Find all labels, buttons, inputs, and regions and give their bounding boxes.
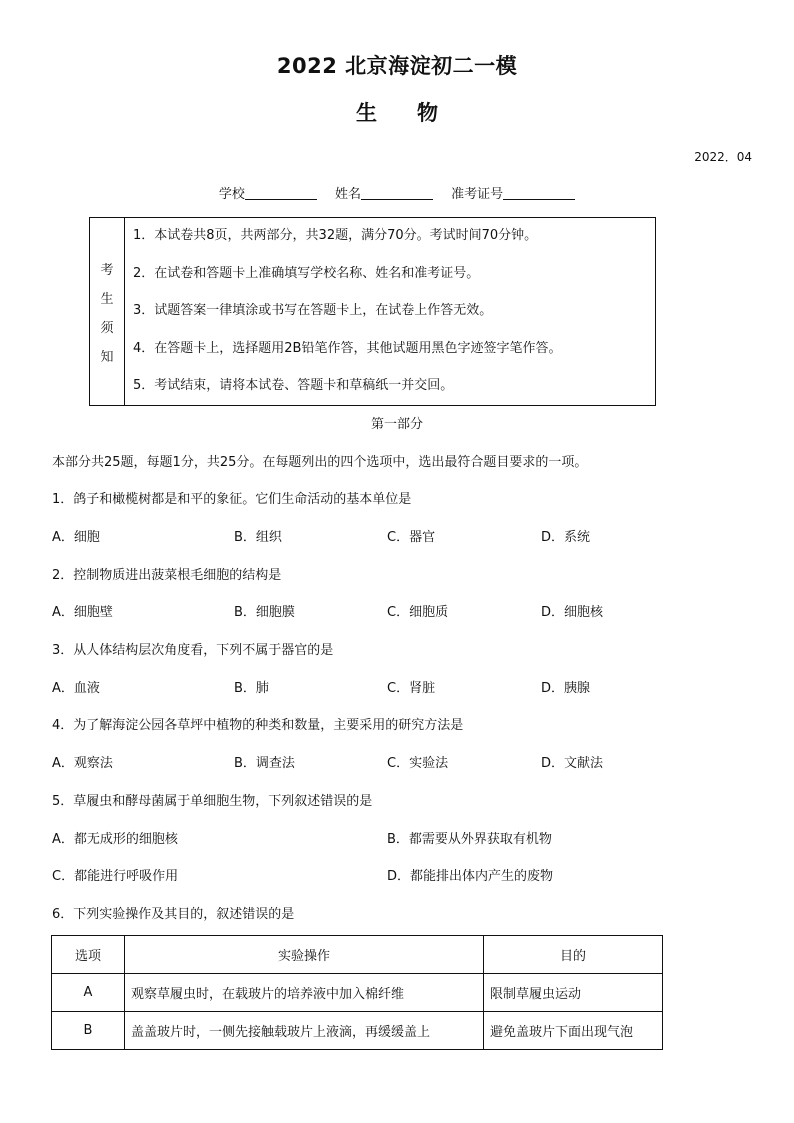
notice-item: 5．考试结束，请将本试卷、答题卡和草稿纸一并交回。 — [133, 378, 454, 393]
option: A．都无成形的细胞核 — [52, 832, 178, 847]
option: C．器官 — [387, 530, 436, 545]
table-header-row — [52, 936, 663, 974]
question-4: 4．为了解海淀公园各草坪中植物的种类和数量，主要采用的研究方法是 — [52, 718, 464, 733]
option: C．实验法 — [387, 756, 449, 771]
school-blank[interactable] — [245, 187, 317, 200]
notice-heading-char: 生 — [100, 291, 114, 307]
notice-items — [125, 218, 655, 405]
exam-id-label: 准考证号 — [451, 187, 504, 202]
notice-heading-char: 知 — [100, 349, 114, 365]
notice-heading-char: 考 — [100, 262, 114, 278]
table-cell: 观察草履虫时，在载玻片的培养液中加入棉纤维 — [125, 974, 484, 1012]
option: C．肾脏 — [387, 681, 436, 696]
experiment-table — [51, 935, 663, 1050]
option: D．细胞核 — [541, 605, 604, 620]
table-header-cell: 选项 — [52, 936, 125, 974]
subject-title: 生物 — [356, 101, 478, 125]
notice-item: 1．本试卷共8页，共两部分，共32题，满分70分。考试时间70分钟。 — [133, 228, 538, 243]
table-cell: 盖盖玻片时，一侧先接触载玻片上液滴，再缓缓盖上 — [125, 1012, 484, 1050]
table-header-cell: 实验操作 — [125, 936, 484, 974]
table-header-cell: 目的 — [484, 936, 663, 974]
name-blank[interactable] — [361, 187, 433, 200]
notice-heading-char: 须 — [100, 320, 114, 336]
option: D．文献法 — [541, 756, 604, 771]
notice-heading — [90, 218, 125, 405]
question-5: 5．草履虫和酵母菌属于单细胞生物，下列叙述错误的是 — [52, 794, 373, 809]
school-label: 学校 — [218, 187, 245, 202]
notice-item: 3．试题答案一律填涂或书写在答题卡上，在试卷上作答无效。 — [133, 303, 493, 318]
option: D．胰腺 — [541, 681, 591, 696]
notice-item: 2．在试卷和答题卡上准确填写学校名称、姓名和准考证号。 — [133, 265, 480, 281]
exam-notice-box — [89, 217, 656, 406]
question-6: 6．下列实验操作及其目的，叙述错误的是 — [52, 907, 295, 922]
table-row — [52, 1012, 663, 1050]
table-cell: A — [52, 974, 125, 1012]
table-row — [52, 974, 663, 1012]
option: D．都能排出体内产生的废物 — [387, 869, 554, 884]
part-title: 第一部分 — [370, 417, 423, 432]
table-cell: B — [52, 1012, 125, 1050]
exam-id-blank[interactable] — [503, 187, 575, 200]
option: A．血液 — [52, 681, 100, 696]
page-title: 2022 北京海淀初二一模 — [276, 54, 518, 78]
question-1: 1．鸽子和橄榄树都是和平的象征。它们生命活动的基本单位是 — [52, 492, 412, 507]
table-cell: 避免盖玻片下面出现气泡 — [484, 1012, 663, 1050]
table-cell: 限制草履虫运动 — [484, 974, 663, 1012]
option: A．细胞 — [52, 530, 100, 545]
option: B．肺 — [234, 681, 269, 696]
option: B．组织 — [234, 530, 282, 545]
name-label: 姓名 — [334, 187, 361, 202]
question-3: 3．从人体结构层次角度看，下列不属于器官的是 — [52, 643, 334, 658]
option: A．细胞壁 — [52, 605, 113, 620]
option: B．细胞膜 — [234, 605, 295, 620]
option: A．观察法 — [52, 756, 113, 771]
exam-date: 2022．04 — [694, 150, 752, 164]
option: C．都能进行呼吸作用 — [52, 869, 179, 884]
notice-item: 4．在答题卡上，选择题用2B铅笔作答，其他试题用黑色字迹签字笔作答。 — [133, 340, 562, 356]
question-2: 2．控制物质进出菠菜根毛细胞的结构是 — [52, 568, 282, 583]
option: B．都需要从外界获取有机物 — [387, 832, 552, 847]
part-intro: 本部分共25题，每题1分，共25分。在每题列出的四个选项中，选出最符合题目要求的一项。 — [52, 455, 588, 470]
option: D．系统 — [541, 530, 591, 545]
option: C．细胞质 — [387, 605, 449, 620]
student-info-line — [0, 183, 794, 202]
option: B．调查法 — [234, 756, 295, 771]
